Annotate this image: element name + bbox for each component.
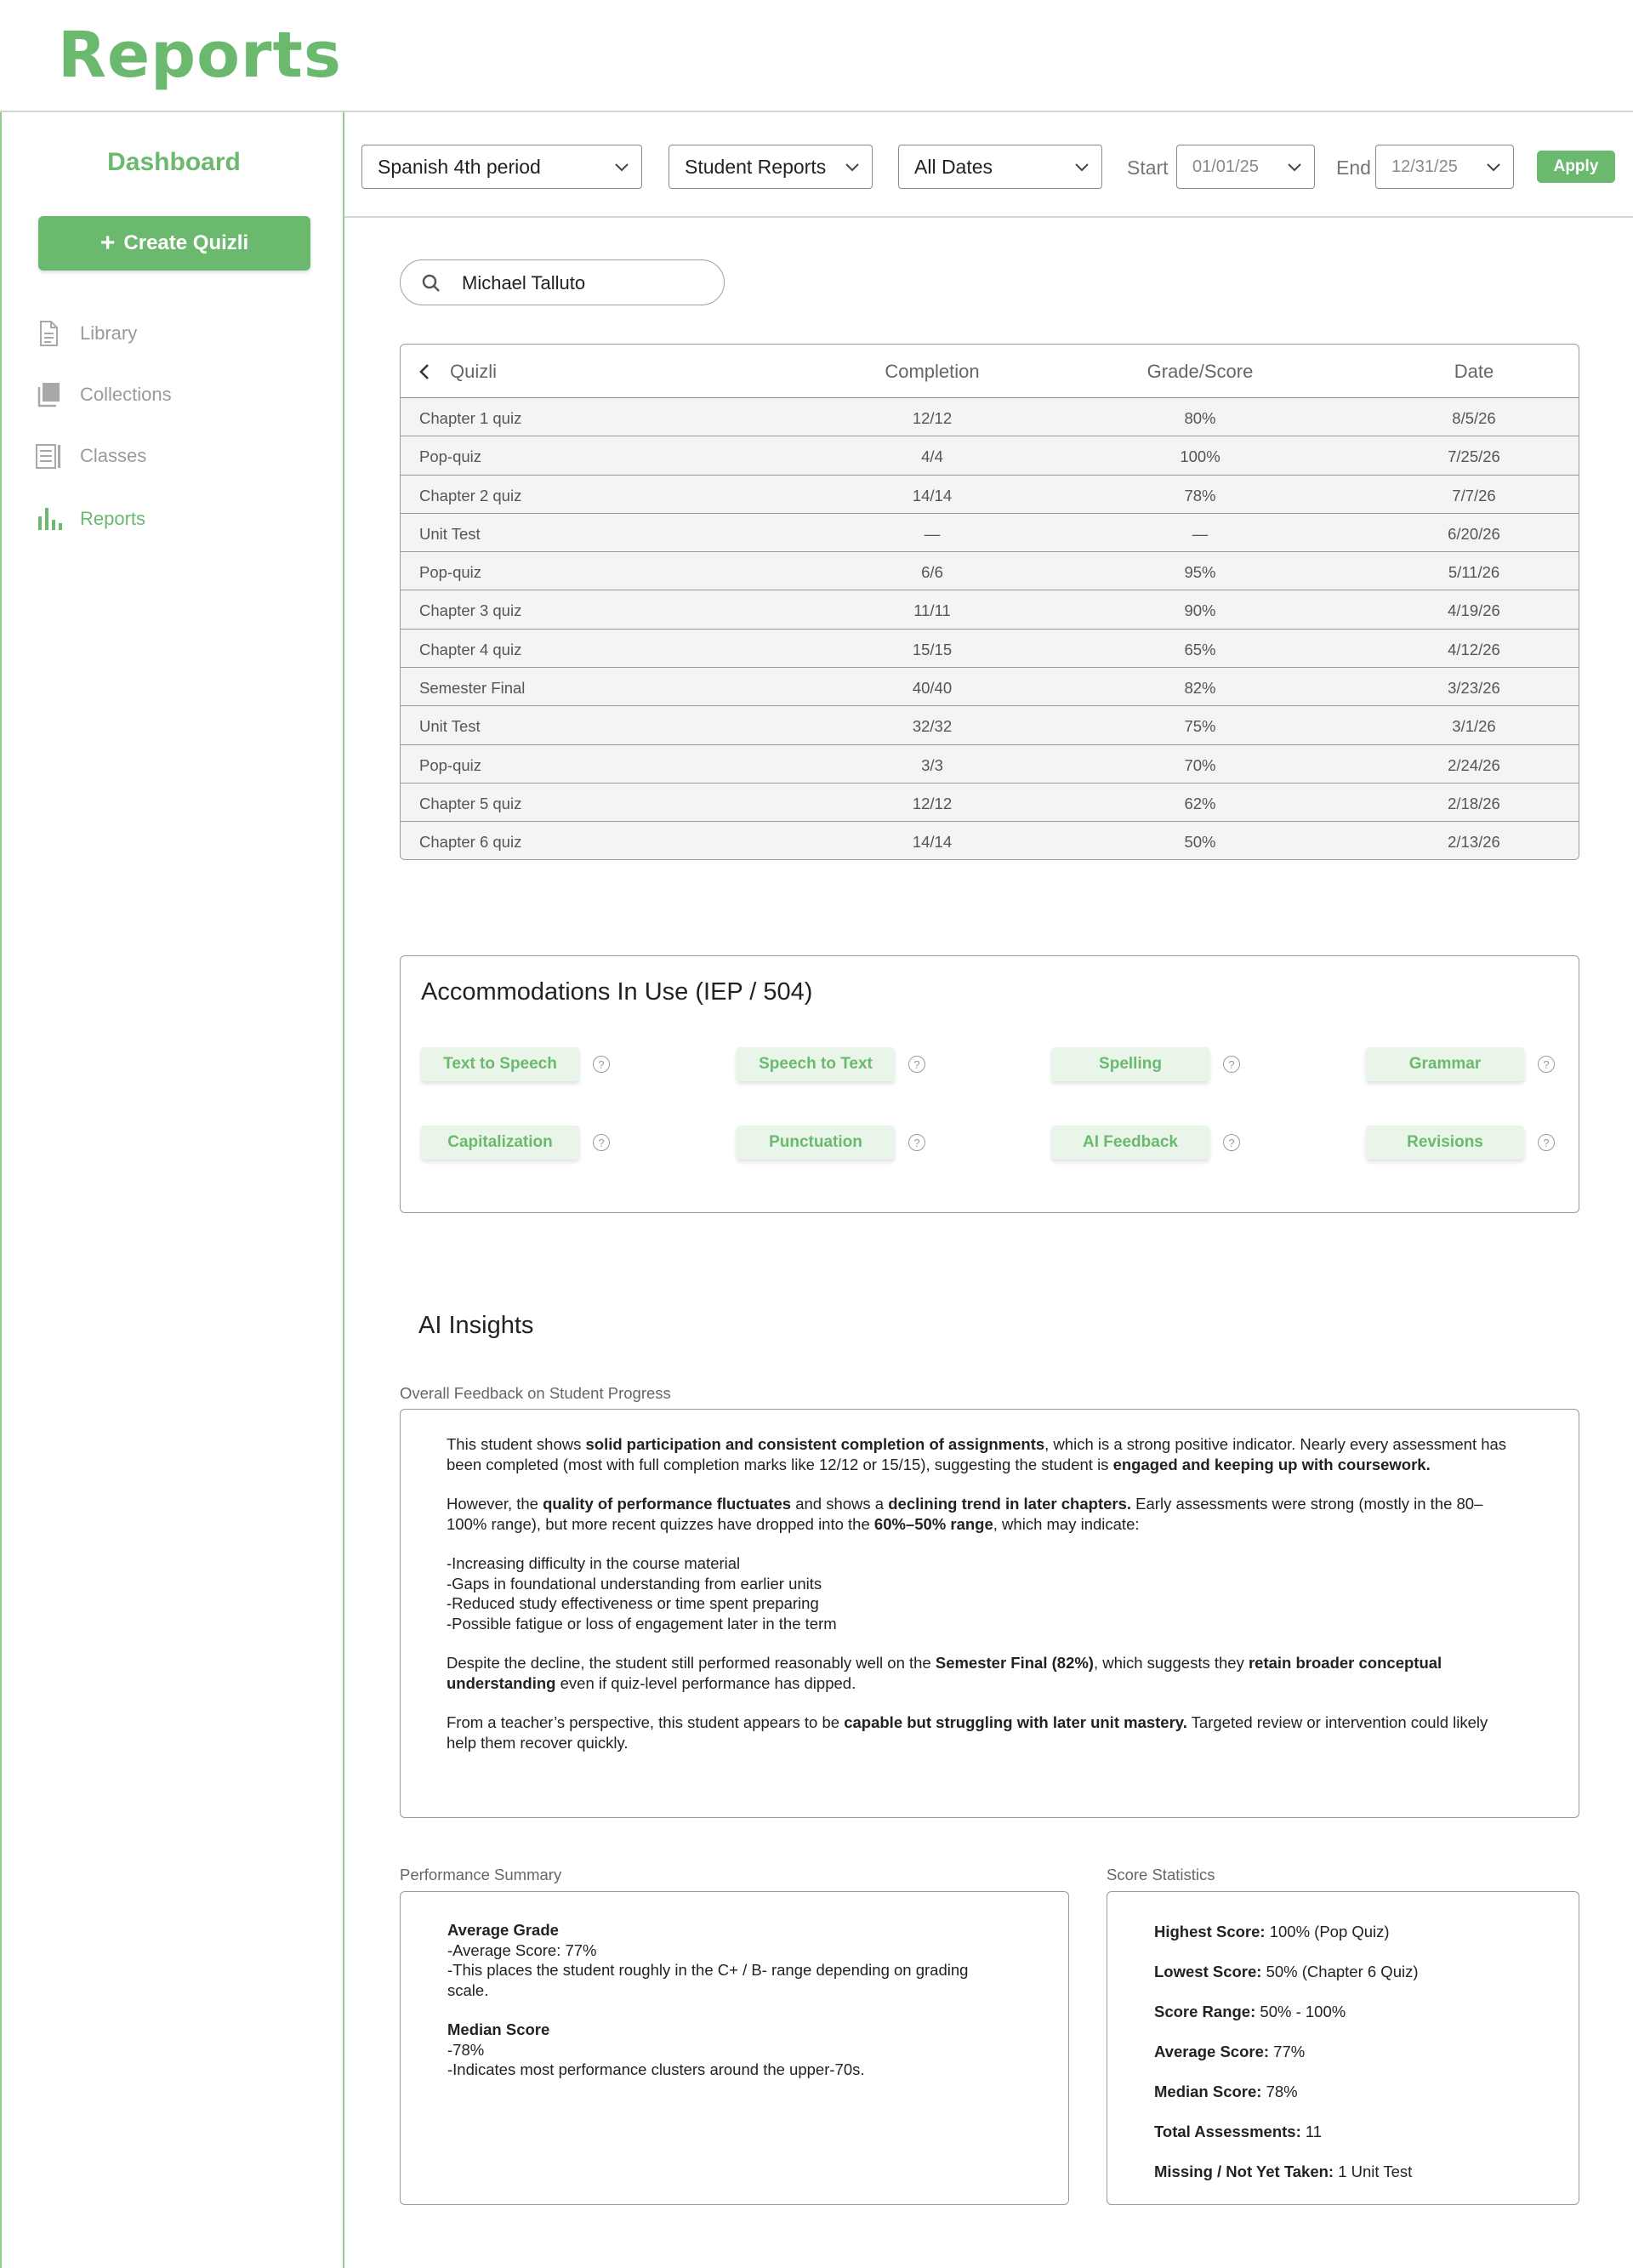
quiz-name-cell: Pop-quiz — [419, 755, 482, 774]
stat-value: 50% (Chapter 6 Quiz) — [1261, 1963, 1419, 1980]
stat-key: Lowest Score: — [1154, 1963, 1262, 1980]
table-body — [401, 398, 1579, 860]
date-cell: 2/18/26 — [1448, 794, 1500, 812]
feedback-text — [447, 1434, 1518, 1772]
table-row[interactable] — [401, 822, 1579, 860]
grade-cell: 50% — [1184, 833, 1216, 852]
chevron-down-icon — [612, 157, 631, 176]
completion-cell: 40/40 — [912, 679, 953, 698]
completion-cell: 15/15 — [912, 640, 953, 658]
help-icon[interactable]: ? — [908, 1056, 925, 1073]
stat-line — [1154, 2083, 1298, 2101]
sidebar-item-label: Collections — [80, 384, 172, 405]
plus-icon: + — [100, 229, 116, 257]
date-cell: 6/20/26 — [1448, 524, 1500, 543]
table-row[interactable] — [401, 630, 1579, 668]
stat-value: 78% — [1261, 2083, 1298, 2100]
table-row[interactable] — [401, 706, 1579, 744]
document-icon — [34, 319, 63, 348]
score-statistics-label: Score Statistics — [1107, 1866, 1215, 1883]
accommodation-chip[interactable]: Text to Speech — [421, 1047, 579, 1081]
sidebar-item-collections[interactable] — [34, 378, 172, 412]
median-value-line: -78% — [447, 2040, 485, 2059]
feedback-label: Overall Feedback on Student Progress — [400, 1384, 671, 1402]
average-grade-heading: Average Grade — [447, 1921, 559, 1939]
apply-button[interactable]: Apply — [1537, 151, 1615, 183]
median-note-line: -Indicates most performance clusters around the upper-70s. — [447, 2060, 865, 2078]
date-cell: 2/13/26 — [1448, 833, 1500, 852]
help-icon[interactable]: ? — [1538, 1056, 1555, 1073]
completion-cell: 12/12 — [912, 794, 953, 812]
sidebar-item-classes[interactable] — [34, 439, 146, 473]
grade-cell: 65% — [1184, 640, 1216, 658]
chevron-down-icon — [1285, 157, 1304, 176]
stat-value: 50% - 100% — [1255, 2003, 1346, 2020]
completion-cell: 14/14 — [912, 486, 953, 504]
grade-cell: 100% — [1180, 447, 1220, 466]
quiz-name-cell: Chapter 4 quiz — [419, 640, 522, 658]
accommodation-chip[interactable]: Capitalization — [421, 1125, 579, 1160]
collections-icon — [34, 380, 63, 409]
grade-cell: — — [1192, 524, 1209, 543]
quiz-name-cell: Chapter 3 quiz — [419, 601, 522, 620]
classes-icon — [34, 442, 63, 470]
table-row[interactable] — [401, 590, 1579, 629]
date-cell: 3/23/26 — [1448, 679, 1500, 698]
sidebar-item-label: Reports — [80, 508, 146, 529]
help-icon[interactable]: ? — [593, 1056, 610, 1073]
dates-select-value: All Dates — [914, 155, 993, 178]
accommodation-chip[interactable]: AI Feedback — [1051, 1125, 1209, 1160]
quiz-name-cell: Chapter 2 quiz — [419, 486, 522, 504]
completion-cell: 3/3 — [921, 755, 943, 774]
table-row[interactable] — [401, 668, 1579, 706]
help-icon[interactable]: ? — [593, 1134, 610, 1151]
date-cell: 5/11/26 — [1448, 563, 1500, 582]
stat-line — [1154, 1963, 1419, 1981]
list-item: -Increasing difficulty in the course material — [447, 1554, 741, 1572]
completion-cell: 4/4 — [921, 447, 943, 466]
accommodation-chip[interactable]: Punctuation — [737, 1125, 895, 1160]
table-row[interactable] — [401, 436, 1579, 475]
end-date-select[interactable] — [1375, 145, 1514, 189]
header-completion[interactable]: Completion — [885, 361, 980, 382]
accommodation-chip[interactable]: Spelling — [1051, 1047, 1209, 1081]
stat-line — [1154, 2003, 1346, 2021]
accommodations-title: Accommodations In Use (IEP / 504) — [421, 978, 813, 1006]
quiz-name-cell: Semester Final — [419, 679, 526, 698]
quiz-name-cell: Unit Test — [419, 717, 481, 736]
quizli-results-table — [400, 344, 1579, 860]
student-search — [400, 259, 725, 305]
sidebar — [0, 112, 344, 2268]
date-cell: 3/1/26 — [1452, 717, 1496, 736]
date-cell: 8/5/26 — [1452, 409, 1496, 427]
grade-range-line: -This places the student roughly in the C+ / B- range depending on grading scale. — [447, 1961, 969, 1999]
app-header — [0, 0, 1633, 112]
search-input[interactable] — [462, 271, 708, 296]
header-grade[interactable]: Grade/Score — [1147, 361, 1254, 382]
stat-key: Total Assessments: — [1154, 2123, 1301, 2140]
create-quizli-button[interactable] — [38, 216, 310, 271]
chevron-down-icon — [843, 157, 862, 176]
completion-cell: 32/32 — [912, 717, 953, 736]
completion-cell: 11/11 — [913, 601, 951, 620]
grade-cell: 82% — [1184, 679, 1216, 698]
performance-summary-label: Performance Summary — [400, 1866, 562, 1883]
quiz-name-cell: Pop-quiz — [419, 563, 482, 582]
chevron-down-icon — [1073, 157, 1091, 176]
stat-key: Highest Score: — [1154, 1923, 1266, 1940]
quiz-name-cell: Chapter 6 quiz — [419, 833, 522, 852]
stat-line — [1154, 2043, 1305, 2061]
average-score-line: -Average Score: 77% — [447, 1940, 597, 1959]
grade-cell: 80% — [1184, 409, 1216, 427]
quiz-name-cell: Chapter 1 quiz — [419, 409, 522, 427]
date-cell: 7/25/26 — [1448, 447, 1500, 466]
ai-insights-title: AI Insights — [418, 1312, 534, 1339]
help-icon[interactable]: ? — [908, 1134, 925, 1151]
stat-line — [1154, 2163, 1412, 2181]
list-item: -Reduced study effectiveness or time spent preparing — [447, 1594, 819, 1612]
dates-select[interactable] — [898, 145, 1102, 189]
sidebar-item-library[interactable] — [34, 316, 137, 350]
date-cell: 7/7/26 — [1452, 486, 1496, 504]
grade-cell: 62% — [1184, 794, 1216, 812]
date-cell: 4/19/26 — [1448, 601, 1500, 620]
accommodations-panel — [400, 955, 1579, 1213]
start-label: Start — [1127, 157, 1169, 179]
date-cell: 2/24/26 — [1448, 755, 1500, 774]
class-select[interactable] — [361, 145, 642, 189]
chevron-left-icon[interactable] — [416, 362, 433, 382]
completion-cell: 12/12 — [912, 409, 953, 427]
class-select-value: Spanish 4th period — [378, 155, 541, 178]
end-date-value: 12/31/25 — [1391, 157, 1458, 176]
feedback-paragraph: This student shows solid participation and consistent completion of assignments, which is a strong positive indicator. Nearly every assessment has been completed (most with full completion marks like 12/12 or 15/15), suggesting the student is engaged and keeping up with coursework. — [447, 1435, 1507, 1473]
completion-cell: — — [924, 524, 941, 543]
feedback-list — [447, 1553, 1518, 1633]
completion-cell: 6/6 — [921, 563, 943, 582]
stat-line — [1154, 2123, 1322, 2141]
stat-key: Average Score: — [1154, 2043, 1270, 2060]
list-item: -Gaps in foundational understanding from earlier units — [447, 1574, 822, 1593]
dashboard-link[interactable]: Dashboard — [107, 148, 241, 176]
bar-chart-icon — [34, 504, 63, 533]
quiz-name-cell: Chapter 5 quiz — [419, 794, 522, 812]
completion-cell: 14/14 — [912, 833, 953, 852]
start-date-select[interactable] — [1176, 145, 1315, 189]
quiz-name-cell: Pop-quiz — [419, 447, 482, 466]
table-header — [401, 345, 1579, 398]
stat-line — [1154, 1923, 1390, 1941]
report-type-value: Student Reports — [685, 155, 827, 178]
sidebar-item-label: Library — [80, 322, 138, 344]
stat-value: 11 — [1300, 2123, 1323, 2140]
search-icon — [421, 273, 441, 293]
grade-cell: 95% — [1184, 563, 1216, 582]
table-row[interactable] — [401, 398, 1579, 436]
stat-key: Score Range: — [1154, 2003, 1256, 2020]
list-item: -Possible fatigue or loss of engagement later in the term — [447, 1614, 837, 1633]
sidebar-item-label: Classes — [80, 445, 147, 466]
grade-cell: 90% — [1184, 601, 1216, 620]
chevron-down-icon — [1484, 157, 1503, 176]
end-label: End — [1336, 157, 1371, 179]
date-cell: 4/12/26 — [1448, 640, 1500, 658]
accommodation-chip[interactable]: Grammar — [1366, 1047, 1524, 1081]
header-quizli[interactable]: Quizli — [450, 361, 498, 382]
grade-cell: 70% — [1184, 755, 1216, 774]
stat-key: Missing / Not Yet Taken: — [1154, 2163, 1334, 2180]
performance-summary-text — [447, 1920, 1009, 2080]
grade-cell: 75% — [1184, 717, 1216, 736]
sidebar-item-reports[interactable] — [34, 502, 145, 536]
median-score-heading: Median Score — [447, 2020, 550, 2038]
stat-key: Median Score: — [1154, 2083, 1262, 2100]
table-row[interactable] — [401, 784, 1579, 822]
report-type-select[interactable] — [669, 145, 873, 189]
help-icon[interactable]: ? — [1223, 1134, 1240, 1151]
help-icon[interactable]: ? — [1538, 1134, 1555, 1151]
table-row[interactable] — [401, 552, 1579, 590]
feedback-paragraph: From a teacher’s perspective, this student appears to be capable but struggling with later unit mastery. Targeted review or intervention could likely help them recover quickly. — [447, 1713, 1488, 1752]
filter-bar — [344, 112, 1633, 218]
table-row[interactable] — [401, 476, 1579, 514]
table-row[interactable] — [401, 514, 1579, 552]
table-row[interactable] — [401, 745, 1579, 784]
feedback-paragraph: Despite the decline, the student still performed reasonably well on the Semester Final (82%), which suggests they retain broader conceptual understanding even if quiz-level performance has dipped. — [447, 1654, 1442, 1692]
create-quizli-label: Create Quizli — [123, 231, 249, 254]
grade-cell: 78% — [1184, 486, 1216, 504]
quiz-name-cell: Unit Test — [419, 524, 481, 543]
app-title: Reports — [58, 19, 342, 92]
accommodation-chip[interactable]: Revisions — [1366, 1125, 1524, 1160]
stat-value: 77% — [1269, 2043, 1306, 2060]
feedback-paragraph: However, the quality of performance fluctuates and shows a declining trend in later chapters. Early assessments were strong (mostly in the 80–100% range), but more recent quizzes have dropped into the 60%–50% range, which may indicate: — [447, 1495, 1483, 1533]
header-date[interactable]: Date — [1454, 361, 1494, 382]
start-date-value: 01/01/25 — [1192, 157, 1259, 176]
accommodation-chip[interactable]: Speech to Text — [737, 1047, 895, 1081]
stat-value: 100% (Pop Quiz) — [1265, 1923, 1390, 1940]
help-icon[interactable]: ? — [1223, 1056, 1240, 1073]
stat-value: 1 Unit Test — [1334, 2163, 1413, 2180]
